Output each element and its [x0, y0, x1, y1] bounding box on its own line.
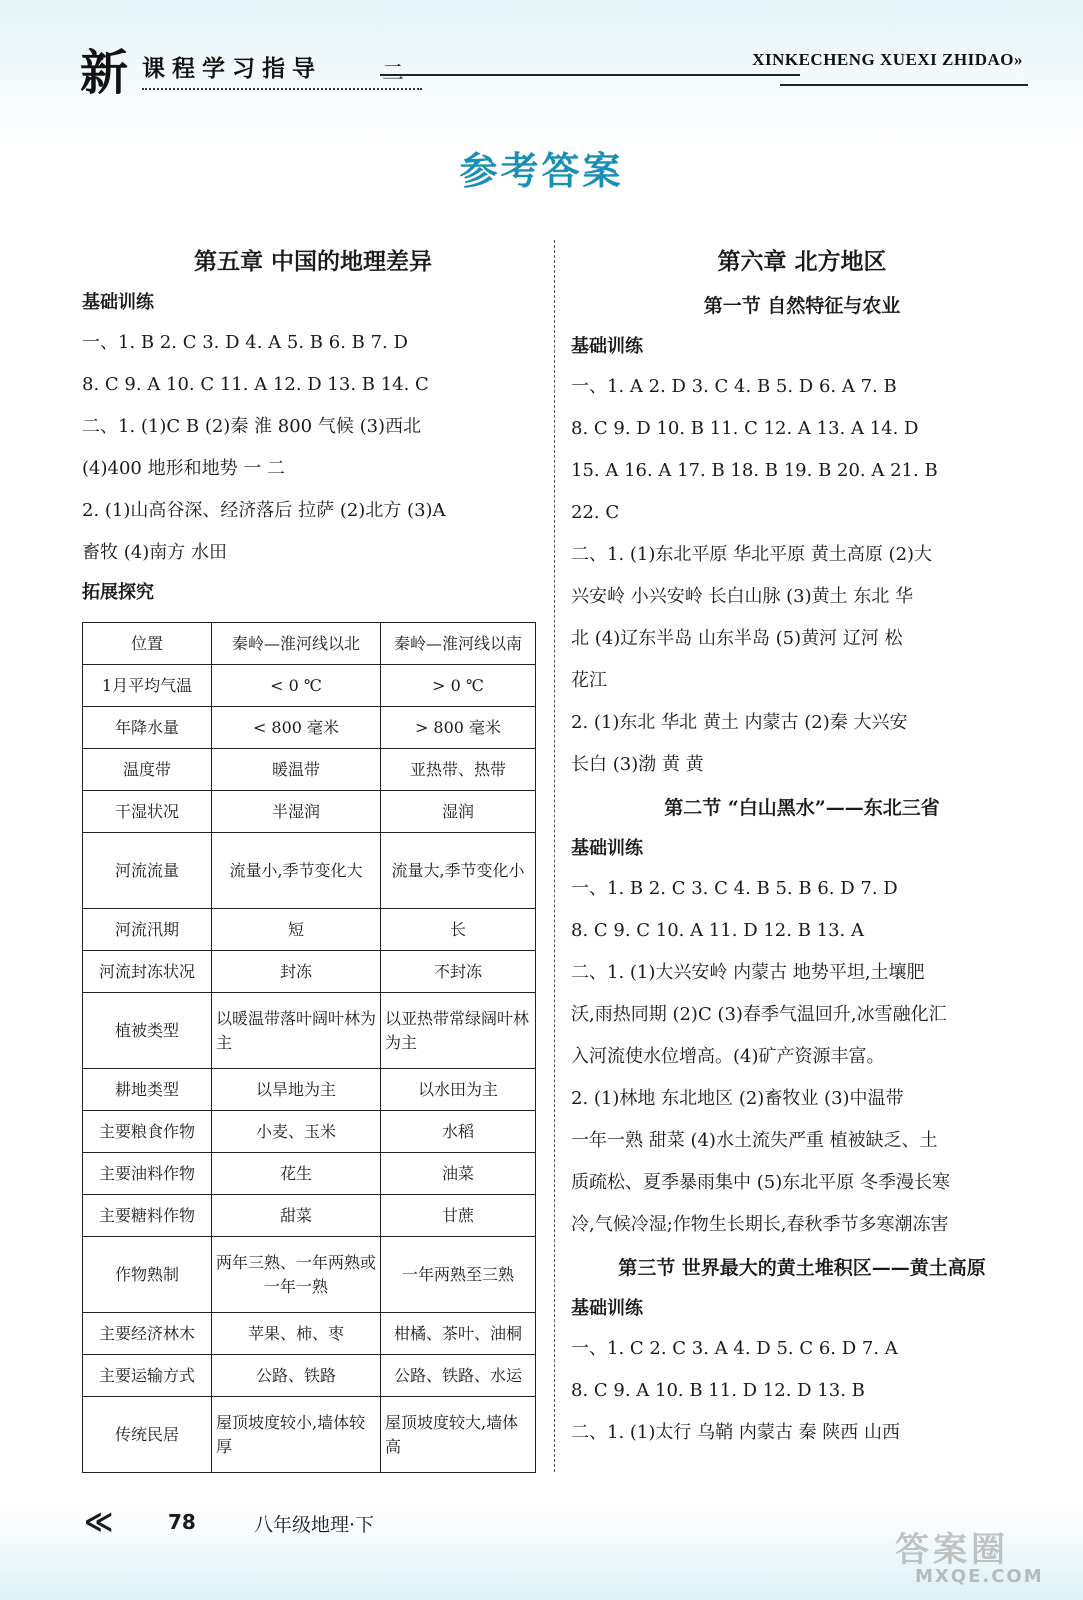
answer-line: 15. A 16. A 17. B 18. B 19. B 20. A 21. B [571, 460, 938, 481]
answer-line: 入河流使水位增高。(4)矿产资源丰富。 [571, 1046, 885, 1067]
answer-line: 沃,雨热同期 (2)C (3)春季气温回升,冰雪融化汇 [571, 1004, 947, 1025]
header-rule [380, 74, 800, 76]
answer-line: 2. (1)林地 东北地区 (2)畜牧业 (3)中温带 [571, 1088, 904, 1109]
table-row [83, 1153, 536, 1195]
table-cell: 不封冻 [381, 951, 536, 993]
table-cell: < 800 毫米 [212, 707, 381, 749]
table-row [83, 993, 536, 1069]
table-cell: > 0 ℃ [381, 665, 536, 707]
table-cell: 植被类型 [83, 993, 212, 1069]
section-1-title: 第一节 自然特征与农业 [703, 295, 901, 317]
table-cell: 花生 [212, 1153, 381, 1195]
table-row [83, 1237, 536, 1313]
table-cell: 公路、铁路、水运 [381, 1355, 536, 1397]
table-cell: 河流封冻状况 [83, 951, 212, 993]
answer-line: 2. (1)东北 华北 黄土 内蒙古 (2)秦 大兴安 [571, 712, 908, 733]
table-cell: < 0 ℃ [212, 665, 381, 707]
answer-line: 一、1. B 2. C 3. D 4. A 5. B 6. B 7. D [82, 332, 408, 353]
table-cell: 屋顶坡度较小,墙体较厚 [212, 1397, 381, 1473]
watermark-logo [885, 1522, 1060, 1592]
right-column [571, 240, 1033, 1454]
left-column [82, 240, 544, 1473]
answer-line: 兴安岭 小兴安岭 长白山脉 (3)黄土 东北 华 [571, 586, 914, 607]
table-cell: 温度带 [83, 749, 212, 791]
table-cell: 柑橘、茶叶、油桐 [381, 1313, 536, 1355]
table-row [83, 833, 536, 909]
table-cell: 两年三熟、一年两熟或一年一熟 [212, 1237, 381, 1313]
table-cell: 甜菜 [212, 1195, 381, 1237]
brand-big-char: 新 [80, 45, 129, 101]
table-cell: 湿润 [381, 791, 536, 833]
watermark-text: 答案圈 [895, 1530, 1009, 1570]
table-cell: 主要粮食作物 [83, 1111, 212, 1153]
brand-mark: 二 [382, 61, 405, 86]
table-cell: 1月平均气温 [83, 665, 212, 707]
table-row [83, 1355, 536, 1397]
answer-line: 二、1. (1)太行 乌鞘 内蒙古 秦 陕西 山西 [571, 1422, 900, 1443]
table-cell: 主要油料作物 [83, 1153, 212, 1195]
table-cell: 秦岭—淮河线以北 [212, 623, 381, 665]
table-row [83, 1313, 536, 1355]
header-right-rule [780, 84, 1028, 86]
table-cell: 以水田为主 [381, 1069, 536, 1111]
answer-line: 8. C 9. A 10. C 11. A 12. D 13. B 14. C [82, 374, 429, 395]
table-cell: 流量大,季节变化小 [381, 833, 536, 909]
answer-line: 二、1. (1)东北平原 华北平原 黄土高原 (2)大 [571, 544, 933, 565]
footer-arrow-icon: ≪ [84, 1505, 114, 1538]
answer-line: 一年一熟 甜菜 (4)水土流失严重 植被缺乏、土 [571, 1130, 938, 1151]
answer-line: 长白 (3)渤 黄 黄 [571, 754, 704, 775]
table-cell: 油菜 [381, 1153, 536, 1195]
table-cell: 秦岭—淮河线以南 [381, 623, 536, 665]
basic-training-heading: 基础训练 [571, 336, 643, 357]
chapter-5-title: 第五章 中国的地理差异 [193, 248, 432, 275]
answer-line: 质疏松、夏季暴雨集中 (5)东北平原 冬季漫长寒 [571, 1172, 950, 1193]
answer-line: (4)400 地形和地势 一 二 [82, 458, 286, 479]
basic-training-heading: 基础训练 [571, 1298, 643, 1319]
page-title: 参考答案 [459, 149, 624, 193]
table-cell: 半湿润 [212, 791, 381, 833]
table-cell: 以旱地为主 [212, 1069, 381, 1111]
table-cell: 暖温带 [212, 749, 381, 791]
table-cell: 甘蔗 [381, 1195, 536, 1237]
table-cell: 封冻 [212, 951, 381, 993]
answer-line: 一、1. B 2. C 3. C 4. B 5. B 6. D 7. D [571, 878, 898, 899]
brand-dotted-rule [142, 88, 422, 90]
comparison-table [82, 622, 536, 1473]
book-title: 八年级地理·下 [254, 1514, 375, 1536]
table-cell: 短 [212, 909, 381, 951]
table-header-row [83, 623, 536, 665]
section-2-title: 第二节 “白山黑水”——东北三省 [664, 797, 940, 819]
table-row [83, 951, 536, 993]
table-cell: 一年两熟至三熟 [381, 1237, 536, 1313]
table-cell: 公路、铁路 [212, 1355, 381, 1397]
column-divider [554, 240, 555, 1472]
table-row [83, 791, 536, 833]
header-pinyin: XINKECHENG XUEXI ZHIDAO» [752, 50, 1023, 69]
table-row [83, 665, 536, 707]
table-row [83, 1397, 536, 1473]
table-cell: 传统民居 [83, 1397, 212, 1473]
answer-line: 2. (1)山高谷深、经济落后 拉萨 (2)北方 (3)A [82, 500, 446, 521]
table-cell: 以亚热带常绿阔叶林为主 [381, 993, 536, 1069]
table-row [83, 1195, 536, 1237]
answer-line: 8. C 9. C 10. A 11. D 12. B 13. A [571, 920, 864, 941]
page-number: 78 [168, 1510, 196, 1534]
table-cell: 作物熟制 [83, 1237, 212, 1313]
answer-line: 8. C 9. A 10. B 11. D 12. D 13. B [571, 1380, 865, 1401]
answer-line: 一、1. A 2. D 3. C 4. B 5. D 6. A 7. B [571, 376, 897, 397]
section-3-title: 第三节 世界最大的黄土堆积区——黄土高原 [618, 1257, 986, 1279]
table-row [83, 1069, 536, 1111]
table-cell: 亚热带、热带 [381, 749, 536, 791]
table-cell: 水稻 [381, 1111, 536, 1153]
table-cell: 长 [381, 909, 536, 951]
answer-line: 二、1. (1)C B (2)秦 淮 800 气候 (3)西北 [82, 416, 422, 437]
answer-line: 畜牧 (4)南方 水田 [82, 542, 227, 563]
extend-heading: 拓展探究 [82, 582, 154, 603]
answer-line: 冷,气候冷湿;作物生长期长,春秋季节多寒潮冻害 [571, 1214, 949, 1235]
table-cell: 年降水量 [83, 707, 212, 749]
basic-training-heading: 基础训练 [82, 292, 154, 313]
table-cell: 小麦、玉米 [212, 1111, 381, 1153]
table-row [83, 707, 536, 749]
table-row [83, 1111, 536, 1153]
chapter-6-title: 第六章 北方地区 [717, 248, 887, 275]
table-cell: 主要糖料作物 [83, 1195, 212, 1237]
answer-line: 22. C [571, 502, 620, 523]
table-cell: 苹果、柿、枣 [212, 1313, 381, 1355]
table-cell: 流量小,季节变化大 [212, 833, 381, 909]
answer-line: 一、1. C 2. C 3. A 4. D 5. C 6. D 7. A [571, 1338, 898, 1359]
basic-training-heading: 基础训练 [571, 838, 643, 859]
watermark-url: MXQE.COM [915, 1566, 1044, 1587]
answer-line: 花江 [571, 670, 607, 691]
answer-line: 8. C 9. D 10. B 11. C 12. A 13. A 14. D [571, 418, 919, 439]
table-cell: 河流流量 [83, 833, 212, 909]
table-cell: 主要运输方式 [83, 1355, 212, 1397]
table-cell: 干湿状况 [83, 791, 212, 833]
table-cell: 主要经济林木 [83, 1313, 212, 1355]
table-cell: 耕地类型 [83, 1069, 212, 1111]
table-row [83, 749, 536, 791]
answer-line: 二、1. (1)大兴安岭 内蒙古 地势平坦,土壤肥 [571, 962, 925, 983]
answer-line: 北 (4)辽东半岛 山东半岛 (5)黄河 辽河 松 [571, 628, 903, 649]
table-cell: 以暖温带落叶阔叶林为主 [212, 993, 381, 1069]
table-cell: 屋顶坡度较大,墙体高 [381, 1397, 536, 1473]
table-cell: 河流汛期 [83, 909, 212, 951]
table-cell: > 800 毫米 [381, 707, 536, 749]
table-row [83, 909, 536, 951]
table-cell: 位置 [83, 623, 212, 665]
brand-title: 课程学习指导 [142, 56, 322, 82]
